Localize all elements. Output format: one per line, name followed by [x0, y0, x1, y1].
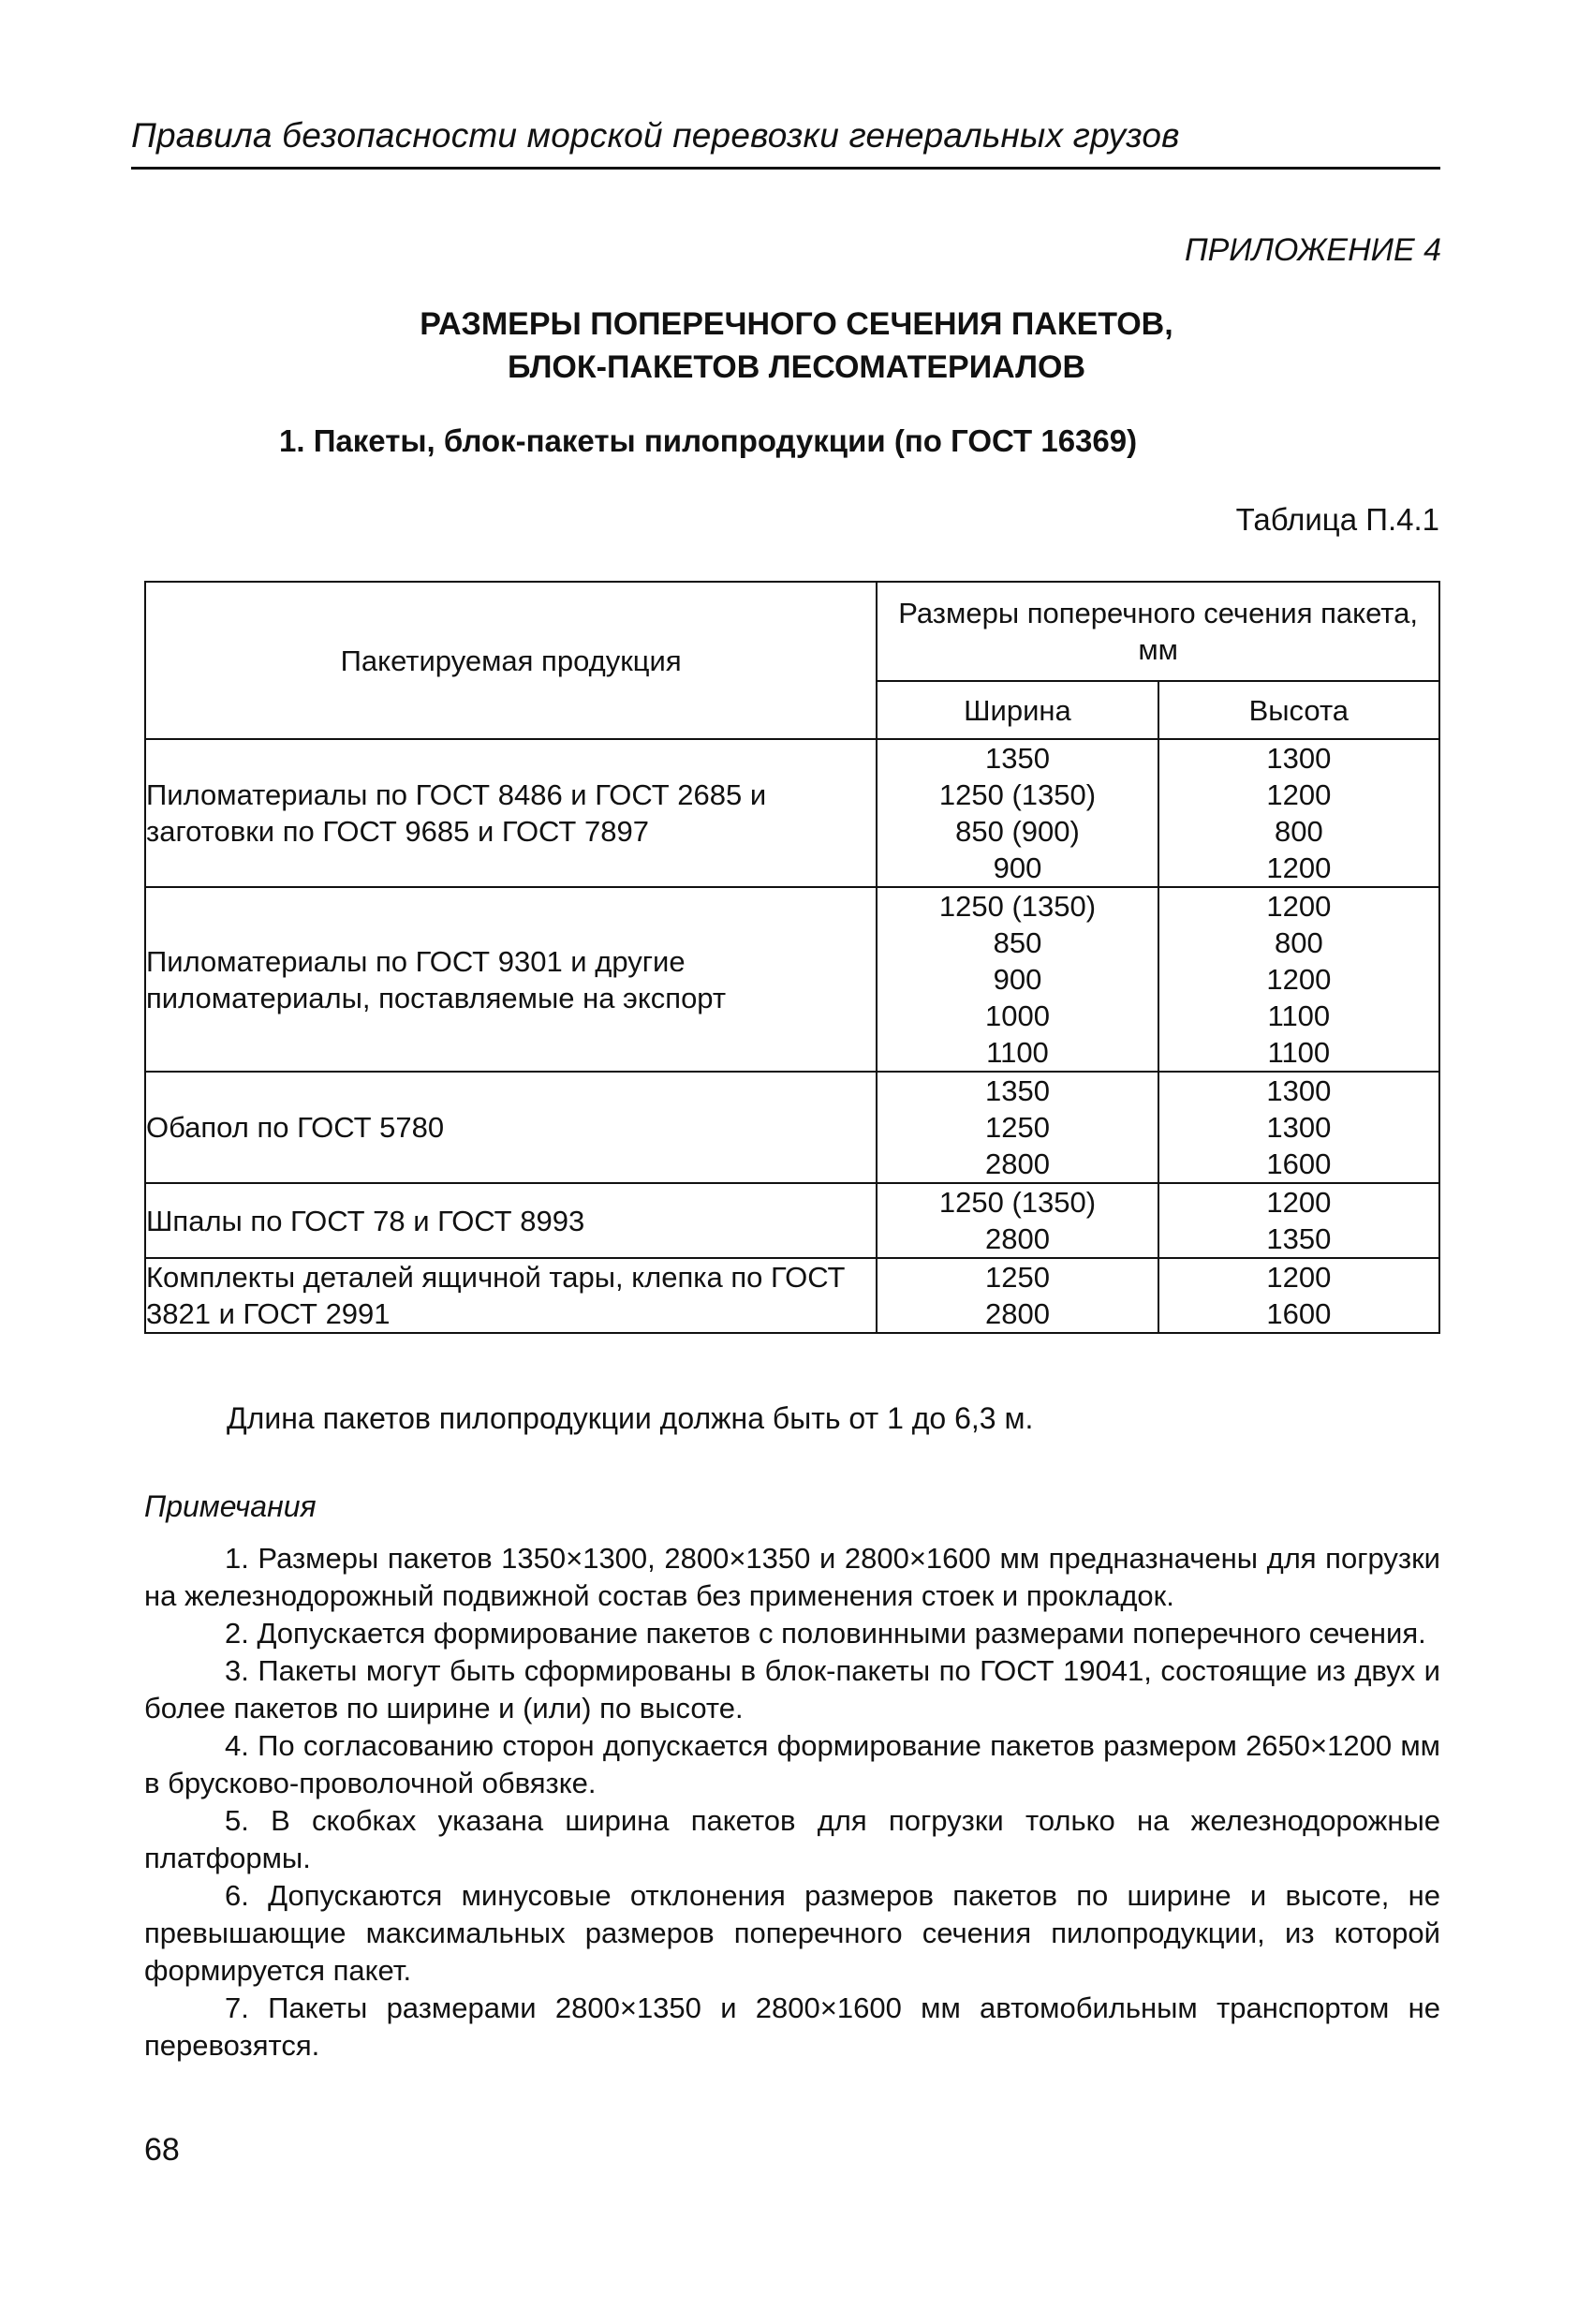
height-value: 1300: [1266, 1111, 1332, 1144]
height-cell: [1158, 739, 1439, 887]
height-value: 1350: [1266, 1222, 1332, 1255]
width-value: 1250: [984, 1111, 1050, 1144]
width-value: 1250 (1350): [938, 778, 1097, 811]
note-item: 1. Размеры пакетов 1350×1300, 2800×1350 и 2800×1600 мм предназначены для погрузки на железнодорожный подвижной состав без применения стоек и прокладок.: [144, 1542, 1440, 1612]
table-row: [145, 887, 1439, 1072]
height-value: 1200: [1266, 963, 1332, 996]
header-product: Пакетируемая продукция: [145, 582, 877, 739]
document-title-line-2: БЛОК-ПАКЕТОВ ЛЕСОМАТЕРИАЛОВ: [507, 349, 1085, 385]
width-cell: [877, 1258, 1158, 1333]
height-cell: [1158, 1258, 1439, 1333]
table-row: [145, 1183, 1439, 1258]
note-item: 7. Пакеты размерами 2800×1350 и 2800×1600 мм автомобильным транспортом не перевозятся.: [144, 1991, 1440, 2062]
notes-list: [144, 1540, 1440, 2065]
width-value: 2800: [984, 1222, 1050, 1255]
height-value: 800: [1274, 926, 1323, 959]
height-value: 1600: [1266, 1147, 1332, 1180]
note-item: 2. Допускается формирование пакетов с половинными размерами поперечного сечения.: [225, 1617, 1426, 1650]
page-number: 68: [144, 2132, 180, 2168]
width-value: 1250: [984, 1261, 1050, 1294]
section-heading: 1. Пакеты, блок-пакеты пилопродукции (по ГОСТ 16369): [279, 423, 1138, 458]
note-item: 6. Допускаются минусовые отклонения размеров пакетов по ширине и высоте, не превышающие максимальных размеров поперечного сечения пилопродукции, из которой формируется пакет.: [144, 1879, 1440, 1987]
height-value: 1200: [1266, 851, 1332, 884]
length-note: Длина пакетов пилопродукции должна быть от 1 до 6,3 м.: [227, 1401, 1034, 1435]
width-cell: [877, 1072, 1158, 1183]
width-value: 900: [993, 963, 1042, 996]
dimensions-table: [144, 581, 1440, 1334]
height-value: 1200: [1266, 778, 1332, 811]
header-rule: [131, 167, 1440, 170]
width-value: 2800: [984, 1297, 1050, 1330]
height-value: 1100: [1267, 999, 1331, 1032]
note-item: 5. В скобках указана ширина пакетов для погрузки только на железнодорожные платформы.: [144, 1804, 1440, 1874]
table-body: [145, 739, 1439, 1333]
width-value: 900: [993, 851, 1042, 884]
table-row: [145, 1072, 1439, 1183]
width-value: 1250 (1350): [938, 890, 1097, 923]
table-caption: Таблица П.4.1: [1235, 502, 1439, 537]
width-cell: [877, 887, 1158, 1072]
document-title: [0, 303, 1593, 389]
header-height: Высота: [1158, 681, 1439, 739]
height-value: 1600: [1266, 1297, 1332, 1330]
height-cell: [1158, 1183, 1439, 1258]
product-cell: Комплекты деталей ящичной тары, клепка по ГОСТ 3821 и ГОСТ 2991: [145, 1258, 877, 1333]
width-value: 1250 (1350): [938, 1186, 1097, 1219]
height-cell: [1158, 887, 1439, 1072]
running-header: Правила безопасности морской перевозки генеральных грузов: [131, 116, 1180, 155]
width-value: 1350: [984, 742, 1050, 775]
width-value: 850: [993, 926, 1042, 959]
note-item: 3. Пакеты могут быть сформированы в блок-пакеты по ГОСТ 19041, состоящие из двух и более пакетов по ширине и (или) по высоте.: [144, 1654, 1440, 1724]
product-cell: Пиломатериалы по ГОСТ 8486 и ГОСТ 2685 и заготовки по ГОСТ 9685 и ГОСТ 7897: [145, 739, 877, 887]
document-title-line-1: РАЗМЕРЫ ПОПЕРЕЧНОГО СЕЧЕНИЯ ПАКЕТОВ,: [420, 306, 1173, 342]
table-row: [145, 1258, 1439, 1333]
height-value: 1300: [1266, 742, 1332, 775]
product-cell: Шпалы по ГОСТ 78 и ГОСТ 8993: [145, 1183, 877, 1258]
header-sizes: Размеры поперечного сечения пакета, мм: [877, 582, 1439, 681]
width-value: 1100: [986, 1036, 1049, 1069]
product-cell: Обапол по ГОСТ 5780: [145, 1072, 877, 1183]
height-cell: [1158, 1072, 1439, 1183]
height-value: 800: [1274, 815, 1323, 848]
height-value: 1200: [1266, 1261, 1332, 1294]
height-value: 1100: [1267, 1036, 1331, 1069]
header-width: Ширина: [877, 681, 1158, 739]
table-row: [145, 739, 1439, 887]
notes-heading: Примечания: [144, 1489, 317, 1523]
height-value: 1200: [1266, 1186, 1332, 1219]
width-value: 850 (900): [955, 815, 1080, 848]
note-item: 4. По согласованию сторон допускается формирование пакетов размером 2650×1200 мм в брусково-проволочной обвязке.: [144, 1729, 1440, 1799]
width-cell: [877, 739, 1158, 887]
width-value: 2800: [984, 1147, 1050, 1180]
height-value: 1300: [1266, 1074, 1332, 1107]
width-cell: [877, 1183, 1158, 1258]
width-value: 1350: [984, 1074, 1050, 1107]
width-value: 1000: [984, 999, 1050, 1032]
product-cell: Пиломатериалы по ГОСТ 9301 и другие пиломатериалы, поставляемые на экспорт: [145, 887, 877, 1072]
appendix-label: ПРИЛОЖЕНИЕ 4: [1184, 232, 1441, 268]
height-value: 1200: [1266, 890, 1332, 923]
